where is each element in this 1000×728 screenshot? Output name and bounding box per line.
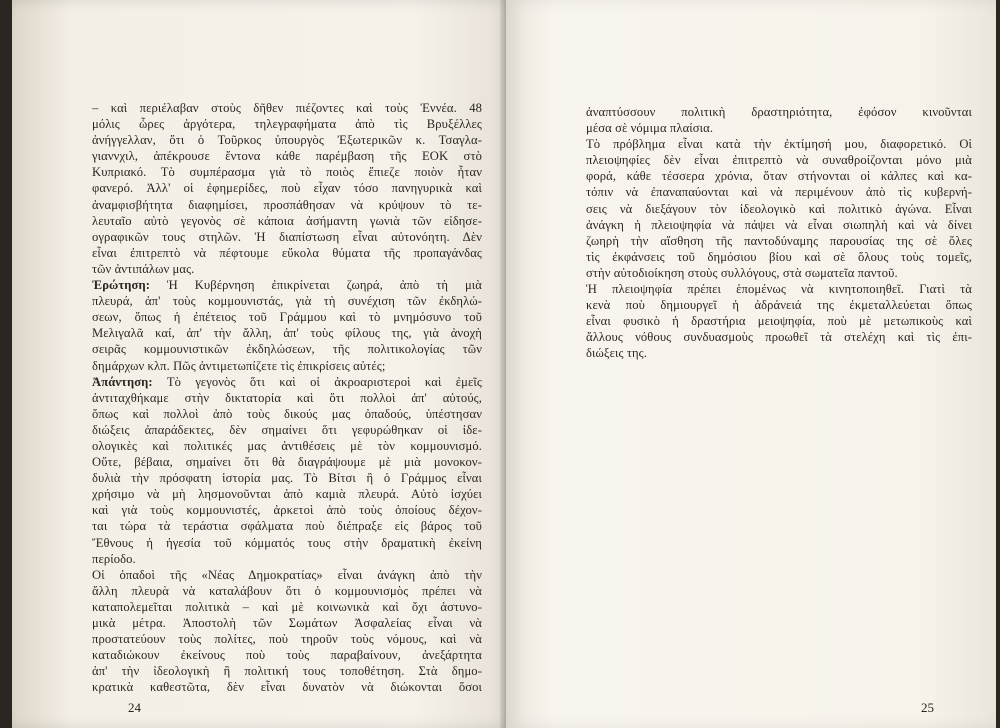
text-line: μόλις ὧρες ἀργότερα, τηλεγραφήματα ἀπὸ τὶς Βρυξέλλες xyxy=(92,117,482,132)
text-line: τῶν ἀντιπάλων μας. xyxy=(92,261,195,276)
text-line: τὶς ἐκφάνσεις τοῦ δημόσιου βίου καὶ σὲ ὅλους τοὺς τομεῖς, xyxy=(586,249,972,264)
text-line: χρήσιμο νὰ μὴ λησμονοῦνται ἀπὸ καμιὰ πλευρά. Αὐτὸ ἰσχύει xyxy=(92,487,482,502)
text-line: καταπολεμεῖται πολιτικὰ – καὶ μὲ κοινωνικὰ καὶ ὄχι ἀστυνο- xyxy=(92,599,482,614)
text-line: πλευρά, ἀπ' τοὺς κομμουνιστάς, γιὰ τὴ συνέχιση τῶν ἐκδηλώ- xyxy=(92,294,482,309)
text-line: πλειοψηφίες δὲν εἶναι ἐπιτρεπτὸ νὰ συναθροίζονται μόνο μιὰ xyxy=(586,153,972,168)
page-number-right: 25 xyxy=(921,700,934,715)
text-line: ἀντιταχθήκαμε στὴν δικτατορία καὶ ὅτι πολλοὶ ἀπ' αὐτούς, xyxy=(92,390,482,405)
text-line: ται τώρα τὰ τεράστια σφάλματα ποὺ διέπραξε εἰς βάρος τοῦ xyxy=(92,519,482,534)
text-line: καταδιώκουν ἐκείνους ποὺ τοὺς παραβαίνουν, ἀνεξάρτητα xyxy=(92,648,482,663)
right-page-body xyxy=(586,104,972,362)
text-line: Τὸ πρόβλημα εἶναι κατὰ τὴν ἐκτίμησή μου, διαφορετικό. Οἱ xyxy=(586,137,972,152)
text-line: Μελιγαλᾶ καί, ἀπ' τὴν ἄλλη, ἀπ' τοὺς φίλους της, γιὰ ἀνοχὴ xyxy=(92,326,482,341)
left-page xyxy=(12,0,512,728)
text-line: ογραφικῶν τους στηλῶν. Ἡ διαπίστωση εἶναι αὐτονόητη. Δὲν xyxy=(92,229,482,244)
text-line: μέσα σὲ νόμιμα πλαίσια. xyxy=(586,121,714,136)
text-line: δημάρχων κλπ. Πῶς ἀντιμετωπίζετε τὶς ἐπικρίσεις αὐτές; xyxy=(92,358,386,373)
text-line: διώξεις ἀπαράδεκτες, δὲν σημαίνει ὅτι γεφυρώθηκαν οἱ ἰδε- xyxy=(92,422,482,437)
left-page-body xyxy=(92,100,482,695)
text-line: σεις νὰ διεξάγουν τὸν ἰδεολογικὸ καὶ πολιτικὸ ἀγώνα. Εἶναι xyxy=(586,201,972,216)
text-line: περίοδο. xyxy=(92,551,136,566)
text-line: εἶναι ἐπιτρεπτὸ νὰ πέφτουμε εὔκολα θύματα τῆς προπαγάνδας xyxy=(92,245,482,260)
text-line: διώξεις της. xyxy=(586,346,648,361)
text-line: Οὔτε, βέβαια, σημαίνει ὅτι θὰ διαγράψουμε μὲ μιὰ μονοκον- xyxy=(92,455,482,470)
text-line: ἄλλη πλευρὰ νὰ καταλάβουν ὅτι ὁ κομμουνισμὸς πρέπει νὰ xyxy=(92,583,482,598)
text-line: στὴν αὐτοδιοίκηση στοὺς συλλόγους, στὰ σωματεῖα παντοῦ. xyxy=(586,265,898,280)
answer-line: Ἀπάντηση: Τὸ γεγονὸς ὅτι καὶ οἱ ἀκροαριστεροὶ καὶ ἐμεῖς xyxy=(92,374,482,389)
text-line: φανερό. Ἀλλ' οἱ ἐφημερίδες, ποὺ εἶχαν τόσο πανηγυρικὰ καὶ xyxy=(92,181,482,196)
text-line: ἀναπτύσσουν πολιτικὴ δραστηριότητα, ἐφόσον κινοῦνται xyxy=(586,105,972,119)
text-line: προστατεύουν τοὺς πολίτες, ποὺ τηροῦν τοὺς νόμους, καὶ νὰ xyxy=(92,632,482,647)
text-line: λευταῖο αὐτὸ γεγονὸς σὲ κάποια ἀσήμαντη γωνιὰ τῶν εἰδησε- xyxy=(92,213,482,228)
text-line: γιαννχιλ, ἀπέκρουσε ἔντονα κάθε παρέμβαση τῆς ΕΟΚ στὸ xyxy=(92,149,482,164)
text-line: τόπιν νὰ ἐπαναπαύονται καὶ νὰ περιμένουν ἀπὸ τὶς κυβερνή- xyxy=(586,185,972,200)
text-line: εἶναι φυσικὸ ἡ δραστήρια μειοψηφία, ποὺ μὲ μετωπικοὺς καὶ xyxy=(586,314,972,329)
page-number-left: 24 xyxy=(128,700,141,715)
text-line: ὅπως καὶ πολλοὶ ἀπὸ τοὺς δικούς μας ὀπαδούς, ὑπέστησαν xyxy=(92,406,482,421)
question-line: Ἐρώτηση: Ἡ Κυβέρνηση ἐπικρίνεται ζωηρά, ἀπὸ τὴ μιὰ xyxy=(92,278,482,293)
text-line: δυλιὰ τὴν πρόσφατη ἱστορία μας. Τὸ Βίτσι ἢ ὁ Γράμμος εἶναι xyxy=(92,471,482,486)
text-line: μικὰ μέτρα. Ἀποστολὴ τῶν Σωμάτων Ἀσφαλείας εἶναι νὰ xyxy=(92,616,482,630)
text-line: Ἡ πλειοψηφία πρέπει ἑπομένως νὰ κινητοποιηθεῖ. Γιατὶ τὰ xyxy=(586,282,972,297)
text-line: καὶ γιὰ τοὺς κομμουνιστές, ἀρκετοὶ ἀπὸ τοὺς ὁποίους δέχον- xyxy=(92,503,482,518)
text-line: ἀναμφισβήτητα διαφημίσει, προσπάθησαν νὰ κρύψουν τὸ τε- xyxy=(92,197,482,212)
interview-label: Ἐρώτηση: xyxy=(92,278,150,293)
text-line: σεων, ὅπως ἡ ἐπέτειος τοῦ Γράμμου καὶ τὸ μνημόσυνο τοῦ xyxy=(92,310,482,325)
text-line: φορά, κάθε τέσσερα χρόνια, ὅταν στήνονται οἱ κάλπες καὶ κα- xyxy=(586,169,972,184)
text-line: Κυπριακό. Τὸ συμπέρασμα γιὰ τὸ ποιὸς ἔπιεζε ποιὸν ἦταν xyxy=(92,165,482,180)
text-line: Ἔθνους ἡ ἡγεσία τοῦ κόμματός τους στὴν δραματικὴ ἐκείνη xyxy=(92,535,482,550)
text-line: ἄλλους νόθους συνδυασμοὺς προωθεῖ τὰ στελέχη καὶ τὶς ἐπι- xyxy=(586,330,972,345)
text-line: σειρᾶς κομμουνιστικῶν ἐκδηλώσεων, τῆς πολιτικολογίας τῶν xyxy=(92,342,482,357)
text-line: ολογικὲς καὶ πολιτικές μας ἀντιθέσεις μὲ τὸν κομμουνισμό. xyxy=(92,438,482,453)
text-line: Οἱ ὀπαδοὶ τῆς «Νέας Δημοκρατίας» εἶναι ἀνάγκη ἀπὸ τὴν xyxy=(92,567,482,582)
text-line: ἀπ' τὴν ἰδεολογικὴ ἢ πολιτική τους τοποθέτηση. Στὰ δημο- xyxy=(92,664,482,679)
interview-label: Ἀπάντηση: xyxy=(92,374,153,389)
right-page xyxy=(506,0,996,728)
text-line: κρατικὰ καθεστῶτα, δὲν εἶναι δυνατὸν νὰ διώκονται ὅσοι xyxy=(92,680,482,695)
text-line: κενὰ ποὺ δημιουργεῖ ἡ ἀδράνειά της ἐκμεταλλεύεται ὅπως xyxy=(586,298,972,313)
text-line: ἀνήγγελλαν, ὅτι ὁ Τοῦρκος ὑπουργὸς Ἐξωτερικῶν κ. Τσαγλα- xyxy=(92,133,482,148)
text-line: – καὶ περιέλαβαν στοὺς δῆθεν πιέζοντες καὶ τοὺς Ἐννέα. 48 xyxy=(92,101,482,115)
text-line: ἀνάγκη ἡ πλειοψηφία νὰ πάψει νὰ εἶναι σιωπηλὴ καὶ νὰ δίνει xyxy=(586,217,972,232)
text-line: ζωηρὴ τὴν αἴσθηση τῆς παντοδύναμης παρουσίας της σὲ ὅλες xyxy=(586,233,972,248)
